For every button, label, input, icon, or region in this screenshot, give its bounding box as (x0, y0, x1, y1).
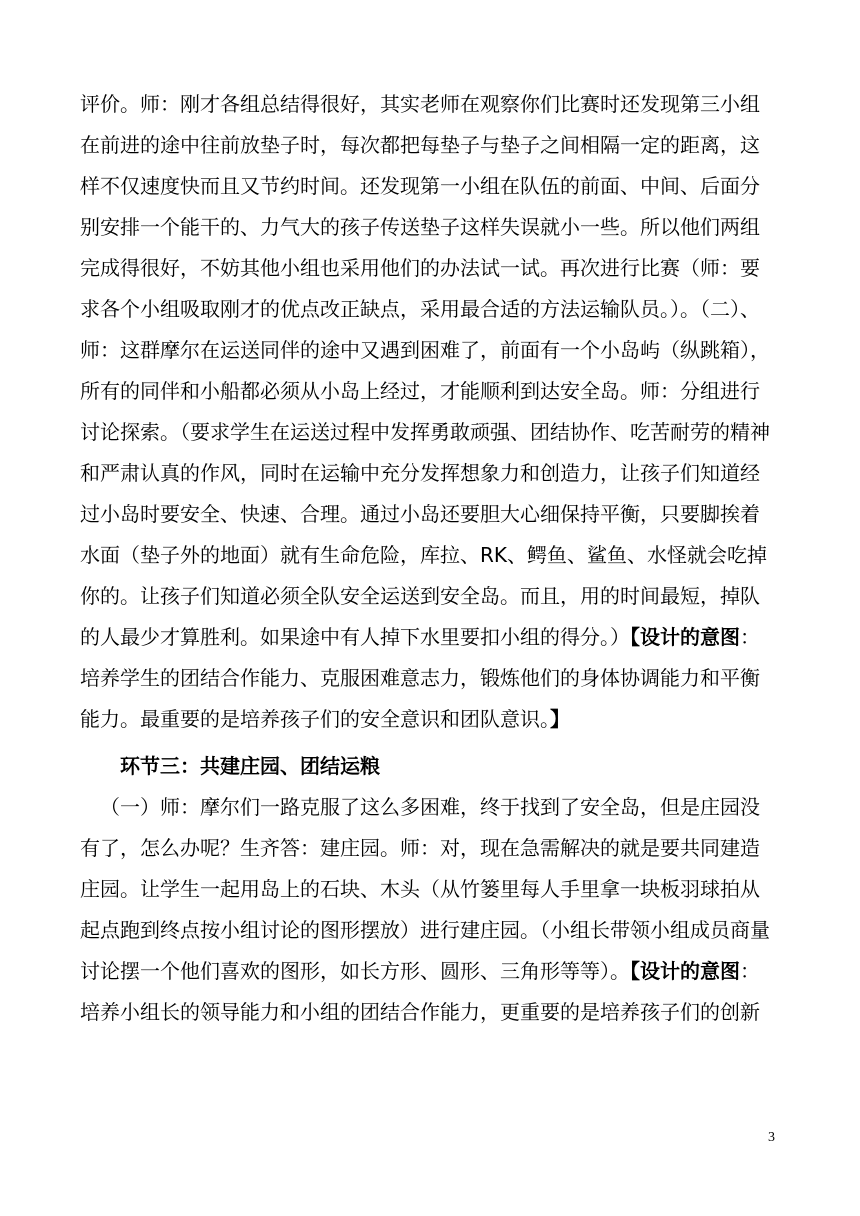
paragraph-line: 水面（垫子外的地面）就有生命危险，库拉、RK、鳄鱼、鲨鱼、水怪就会吃掉 (80, 543, 768, 567)
paragraph-line: 求各个小组吸取刚才的优点改正缺点，采用最合适的方法运输队员。）。（二）、 (80, 297, 760, 321)
paragraph-line (80, 623, 780, 651)
paragraph-line: （一）师：摩尔们一路克服了这么多困难，终于找到了安全岛，但是庄园没 (100, 795, 760, 819)
paragraph-line: 评价。师：刚才各组总结得很好，其实老师在观察你们比赛时还发现第三小组 (80, 92, 760, 116)
paragraph-line: 起点跑到终点按小组讨论的图形摆放）进行建庄园。（小组长带领小组成员商量 (80, 918, 770, 942)
paragraph-line: 在前进的途中往前放垫子时，每次都把每垫子与垫子之间相隔一定的距离，这 (80, 133, 760, 157)
paragraph-line: 讨论探索。（要求学生在运送过程中发挥勇敢顽强、团结协作、吃苦耐劳的精神 (80, 420, 770, 444)
paragraph-line: 所有的同伴和小船都必须从小岛上经过，才能顺利到达安全岛。师：分组进行 (80, 379, 760, 403)
paragraph-line: 别安排一个能干的、力气大的孩子传送垫子这样失误就小一些。所以他们两组 (80, 215, 760, 239)
paragraph-line (80, 957, 780, 985)
design-intent-label: 【设计的意图 (630, 959, 740, 983)
paragraph-line (80, 705, 780, 733)
design-intent-label: 【设计的意图 (630, 625, 740, 649)
paragraph-line: 过小岛时要安全、快速、合理。通过小岛还要胆大心细保持平衡，只要脚挨着 (80, 502, 760, 526)
paragraph-line: 和严肃认真的作风，同时在运输中充分发挥想象力和创造力，让孩子们知道经 (80, 461, 760, 485)
line-text: 讨论摆一个他们喜欢的图形，如长方形、圆形、三角形等等）。 (80, 959, 630, 983)
line-text: 能力。最重要的是培养孩子们的安全意识和团队意识。 (80, 707, 550, 731)
paragraph-line: 师：这群摩尔在运送同伴的途中又遇到困难了，前面有一个小岛屿（纵跳箱）， (80, 338, 770, 362)
line-text: ： (740, 625, 760, 649)
line-text: 的人最少才算胜利。如果途中有人掉下水里要扣小组的得分。） (80, 625, 630, 649)
section-heading: 环节三：共建庄园、团结运粮 (120, 754, 380, 778)
paragraph-line: 培养小组长的领导能力和小组的团结合作能力，更重要的是培养孩子们的创新 (80, 1000, 760, 1024)
paragraph-line: 你的。让孩子们知道必须全队安全运送到安全岛。而且，用的时间最短，掉队 (80, 584, 760, 608)
paragraph-line: 培养学生的团结合作能力、克服困难意志力，锻炼他们的身体协调能力和平衡 (80, 666, 760, 690)
paragraph-line: 样不仅速度快而且又节约时间。还发现第一小组在队伍的前面、中间、后面分 (80, 174, 760, 198)
closing-bracket: 】 (550, 707, 570, 731)
paragraph-line: 有了，怎么办呢？生齐答：建庄园。师：对，现在急需解决的就是要共同建造 (80, 836, 760, 860)
paragraph-line: 庄园。让学生一起用岛上的石块、木头（从竹篓里每人手里拿一块板羽球拍从 (80, 877, 760, 901)
page-number: 3 (768, 1130, 775, 1145)
paragraph-line: 完成得很好，不妨其他小组也采用他们的办法试一试。再次进行比赛（师：要 (80, 256, 760, 280)
line-text: ： (740, 959, 760, 983)
